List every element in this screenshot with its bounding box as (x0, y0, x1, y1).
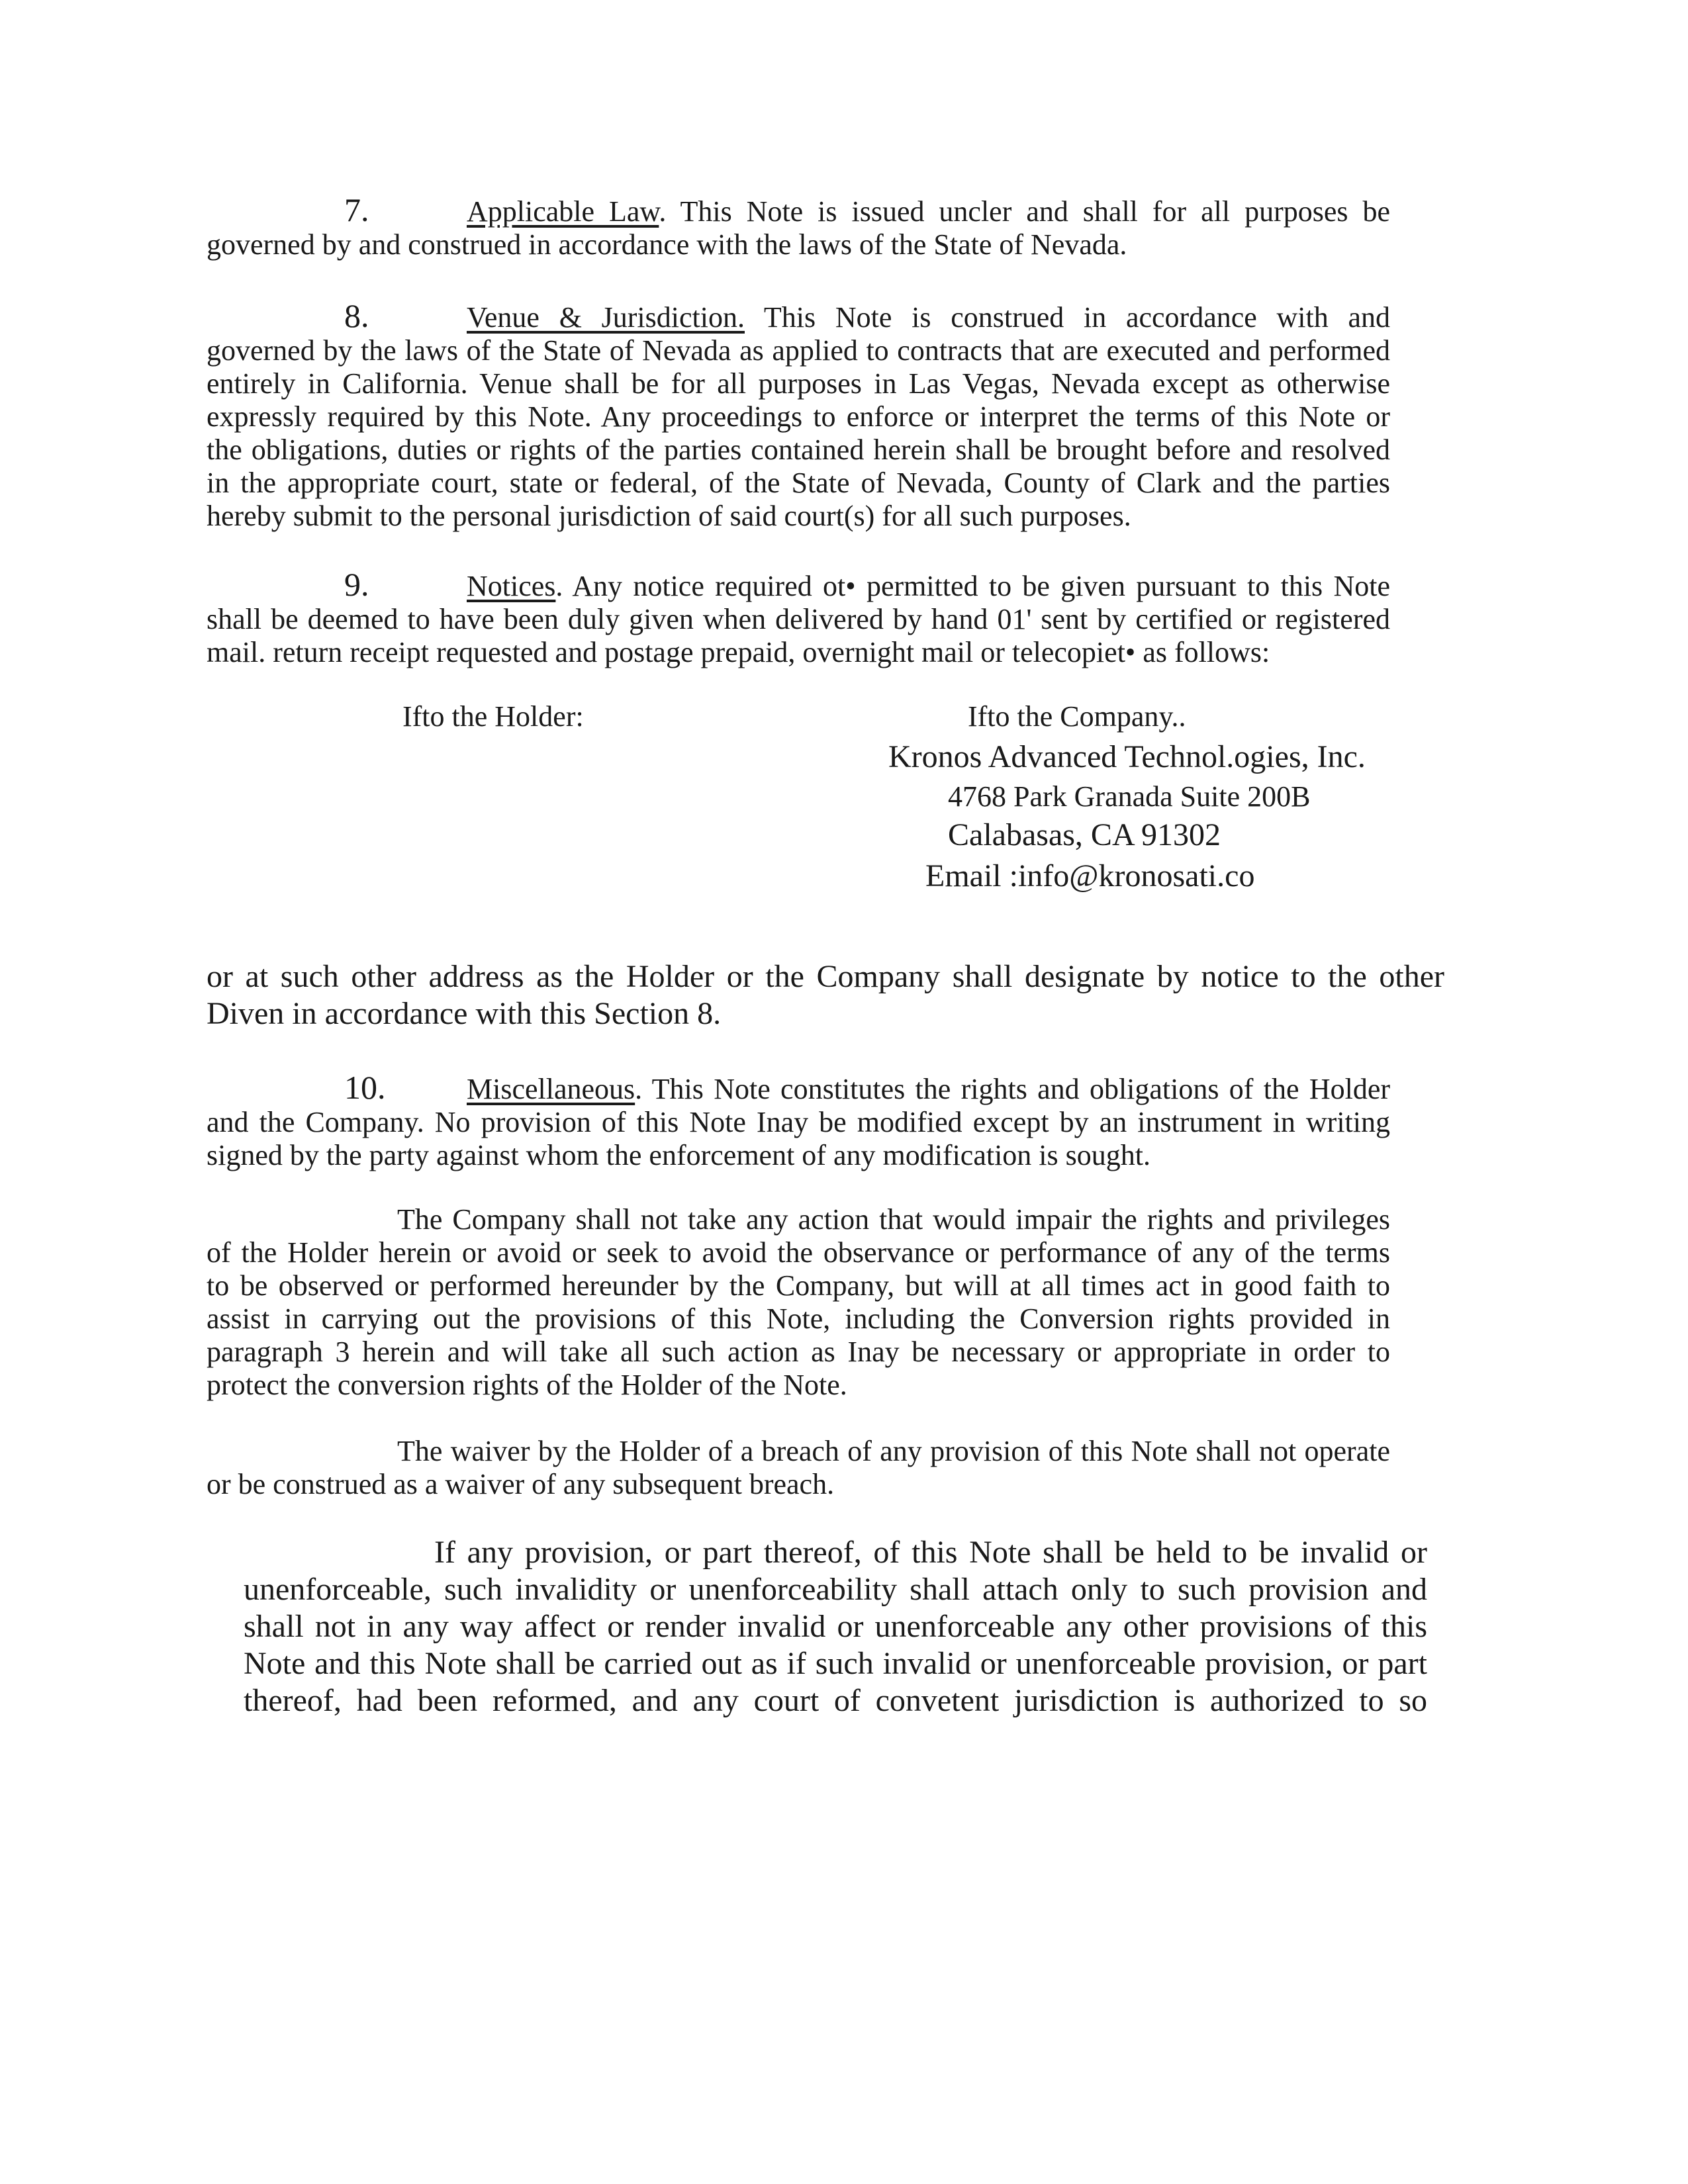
section-9-line-1 (207, 568, 1390, 603)
waiver-line: or be construed as a waiver of any subsequent breach. (207, 1468, 835, 1500)
section-7-applicable-law (207, 193, 1390, 261)
company-city: Calabasas, CA 91302 (948, 817, 1221, 852)
section-8-line-1 (207, 299, 1390, 334)
section-10-line-1 (207, 1071, 1390, 1106)
section-7-number: 7. (344, 191, 369, 228)
section-10-line: signed by the party against whom the enforcement of any modification is sought. (207, 1139, 1151, 1171)
company-action-line: paragraph 3 herein and will take all such action as Inay be necessary or appropriate in order to (207, 1336, 1390, 1368)
address-clause (207, 958, 1444, 1032)
section-10-text-start: . This Note constitutes the rights and obligations of the Holder (635, 1073, 1390, 1105)
severability-line: unenforceable, such invalidity or unenforceability shall attach only to such provision and (244, 1572, 1427, 1607)
severability-line: thereof, had been reformed, and any court of convetent jurisdiction is authorized to so (244, 1683, 1427, 1718)
section-8-line: entirely in California. Venue shall be for all purposes in Las Vegas, Nevada except as otherwise (207, 367, 1390, 400)
company-action-line: assist in carrying out the provisions of this Note, including the Conversion rights provided in (207, 1302, 1390, 1335)
section-9-text-start: . Any notice required ot• permitted to be given pursuant to this Note (555, 570, 1390, 602)
section-9-line: shall be deemed to have been duly given when delivered by hand 01' sent by certified or registered (207, 603, 1390, 635)
section-10-number: 10. (344, 1069, 386, 1106)
section-9-notices (207, 568, 1390, 669)
section-8-line: governed by the laws of the State of Nevada as applied to contracts that are executed and performed (207, 334, 1390, 367)
company-action-paragraph (207, 1203, 1390, 1402)
notice-company-label: Ifto the Company.. (968, 700, 1186, 733)
company-action-line: protect the conversion rights of the Holder of the Note. (207, 1369, 847, 1401)
waiver-paragraph (207, 1435, 1390, 1501)
section-9-line: mail. return receipt requested and postage prepaid, overnight mail or telecopiet• as follows: (207, 636, 1270, 668)
company-action-line: The Company shall not take any action that would impair the rights and privileges (397, 1203, 1390, 1236)
section-9-number: 9. (344, 566, 369, 603)
section-8-text-start: This Note is construed in accordance with and (744, 301, 1391, 334)
severability-line: shall not in any way affect or render invalid or unenforceable any other provisions of this (244, 1609, 1427, 1644)
severability-line: Note and this Note shall be carried out as if such invalid or unenforceable provision, or part (244, 1646, 1427, 1681)
company-name: Kronos Advanced Technol.ogies, Inc. (888, 739, 1366, 774)
section-7-text-start: . This Note is issued uncler and shall for all purposes be (659, 195, 1390, 228)
section-10-line: and the Company. No provision of this Note Inay be modified except by an instrument in writing (207, 1106, 1390, 1138)
section-8-heading: Venue & Jurisdiction. (467, 301, 745, 334)
waiver-line: The waiver by the Holder of a breach of any provision of this Note shall not operate (397, 1435, 1390, 1467)
company-action-line: of the Holder herein or avoid or seek to avoid the observance or performance of any of the terms (207, 1236, 1390, 1269)
section-8-line: hereby submit to the personal jurisdiction of said court(s) for all such purposes. (207, 500, 1131, 532)
notice-holder-label: Ifto the Holder: (402, 700, 584, 733)
section-8-line: expressly required by this Note. Any proceedings to enforce or interpret the terms of this Note or (207, 400, 1390, 433)
company-street: 4768 Park Granada Suite 200B (948, 780, 1311, 813)
section-9-heading: Notices (467, 570, 556, 602)
section-10-heading: Miscellaneous (467, 1073, 635, 1105)
section-8-venue-jurisdiction (207, 299, 1390, 533)
section-7-line-2: governed by and construed in accordance with the laws of the State of Nevada. (207, 228, 1127, 261)
section-8-line: in the appropriate court, state or federal, of the State of Nevada, County of Clark and the parties (207, 467, 1390, 499)
section-8-number: 8. (344, 297, 369, 334)
address-clause-line-1: or at such other address as the Holder or the Company shall designate by notice to the other (207, 959, 1444, 994)
address-clause-line-2: Diven in accordance with this Section 8. (207, 996, 722, 1031)
severability-line: If any provision, or part thereof, of this Note shall be held to be invalid or (434, 1535, 1427, 1570)
section-7-line-1 (207, 193, 1390, 228)
company-email: Email :info@kronosati.co (925, 858, 1255, 893)
company-action-line: to be observed or performed hereunder by the Company, but will at all times act in good faith to (207, 1269, 1390, 1302)
section-7-heading: Applicable Law (467, 195, 659, 228)
section-10-miscellaneous (207, 1071, 1390, 1172)
section-8-line: the obligations, duties or rights of the parties contained herein shall be brought before and resolved (207, 433, 1390, 466)
severability-paragraph (244, 1534, 1427, 1719)
